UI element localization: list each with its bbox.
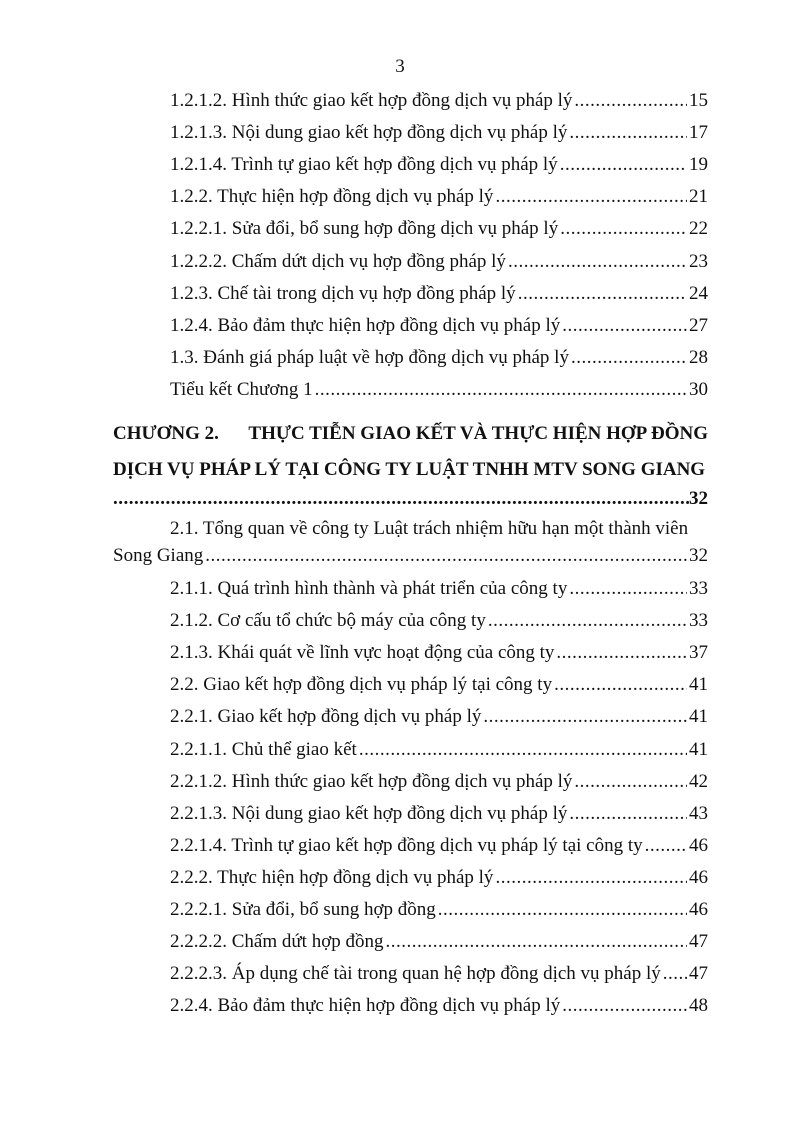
- dot-leader: [645, 835, 687, 857]
- chapter-2-heading[interactable]: [113, 416, 708, 524]
- toc-entry[interactable]: [170, 283, 708, 315]
- section-2-1-line-2: [113, 545, 708, 577]
- dot-leader: [495, 867, 687, 889]
- dot-leader: [571, 347, 687, 369]
- toc-entry-page: 15: [689, 90, 708, 111]
- toc-entry[interactable]: [170, 122, 708, 154]
- toc-entry-2-1[interactable]: [113, 513, 708, 577]
- toc-entry-page: 46: [689, 866, 708, 888]
- toc-entry[interactable]: [170, 154, 708, 186]
- toc-entry-page: 41: [689, 674, 708, 696]
- toc-entry-page: 46: [689, 899, 708, 920]
- toc-entry[interactable]: [170, 90, 708, 122]
- section-2-1-title: 2.1. Tổng quan về công ty Luật trách nhiệm hữu hạn một thành viên: [170, 518, 689, 539]
- toc-entry-page: 23: [689, 250, 708, 272]
- toc-entry-page: 28: [689, 346, 708, 368]
- chapter-2-title-line-2: [113, 452, 708, 488]
- toc-entry-page: 42: [689, 770, 708, 792]
- toc-entry-title: 1.2.3. Chế tài trong dịch vụ hợp đồng pháp lý: [170, 282, 516, 304]
- toc-entry-title: 2.2.1.3. Nội dung giao kết hợp đồng dịch vụ pháp lý: [170, 802, 568, 824]
- dot-leader: [386, 931, 687, 953]
- dot-leader: [518, 283, 687, 305]
- toc-entry-page: 47: [689, 963, 708, 985]
- toc-entry[interactable]: [170, 771, 708, 803]
- toc-entry[interactable]: [170, 739, 708, 771]
- toc-entry-title: 1.2.4. Bảo đảm thực hiện hợp đồng dịch vụ pháp lý: [170, 314, 561, 336]
- toc-entry-title: 2.2. Giao kết hợp đồng dịch vụ pháp lý tại công ty: [170, 674, 553, 696]
- toc-entry[interactable]: [170, 347, 708, 379]
- dot-leader: [569, 803, 687, 825]
- toc-entry[interactable]: [170, 674, 708, 706]
- chapter-2-title-line-1: [113, 416, 708, 452]
- toc-entry-title: 2.2.1. Giao kết hợp đồng dịch vụ pháp lý: [170, 706, 482, 728]
- section-2-1-title-cont: Song Giang: [113, 545, 204, 566]
- toc-entry[interactable]: [170, 803, 708, 835]
- dot-leader: [569, 578, 687, 600]
- toc-entry-title: Tiểu kết Chương 1: [170, 378, 313, 400]
- toc-entry-page: 19: [689, 154, 708, 176]
- toc-entry-page: 33: [689, 578, 708, 599]
- dot-leader: [205, 545, 687, 567]
- toc-entry-page: 21: [689, 186, 708, 208]
- dot-leader: [438, 899, 687, 921]
- toc-entry-title: 2.2.2.3. Áp dụng chế tài trong quan hệ hợp đồng dịch vụ pháp lý: [170, 963, 661, 985]
- toc-entry[interactable]: [170, 899, 708, 931]
- toc-entry[interactable]: [170, 995, 708, 1027]
- dot-leader: [359, 739, 687, 761]
- toc-entry[interactable]: [170, 315, 708, 347]
- toc-entry[interactable]: [170, 706, 708, 738]
- toc-entry-title: 2.2.2. Thực hiện hợp đồng dịch vụ pháp lý: [170, 866, 494, 888]
- dot-leader: [315, 379, 687, 401]
- chapter-2-title-part-1: THỰC TIỄN GIAO KẾT VÀ THỰC HIỆN HỢP ĐỒNG: [248, 423, 708, 444]
- toc-entry-title: 2.1.3. Khái quát về lĩnh vực hoạt động của công ty: [170, 642, 555, 664]
- dot-leader: [574, 771, 687, 793]
- dot-leader: [113, 488, 689, 510]
- dot-leader: [560, 154, 687, 176]
- toc-entry-title: 2.1.1. Quá trình hình thành và phát triển của công ty: [170, 578, 568, 599]
- section-2-1-page: 32: [689, 545, 708, 566]
- toc-entry-title: 1.2.1.4. Trình tự giao kết hợp đồng dịch vụ pháp lý: [170, 154, 558, 176]
- dot-leader: [556, 642, 687, 664]
- dot-leader: [562, 995, 687, 1017]
- toc-entry[interactable]: [170, 610, 708, 642]
- toc-entry-page: 24: [689, 282, 708, 304]
- toc-entry-page: 30: [689, 378, 708, 400]
- chapter-2-title-part-2: DỊCH VỤ PHÁP LÝ TẠI CÔNG TY LUẬT TNHH MTV SONG GIANG: [113, 459, 706, 480]
- toc-entry-page: 48: [689, 995, 708, 1017]
- toc-entry[interactable]: [170, 642, 708, 674]
- section-2-1-line-1: [113, 513, 708, 545]
- dot-leader: [569, 122, 687, 144]
- toc-entry-page: 33: [689, 610, 708, 632]
- toc-entry-page: 22: [689, 218, 708, 240]
- toc-entry[interactable]: [170, 835, 708, 867]
- dot-leader: [554, 674, 687, 696]
- toc-entry-title: 1.2.1.2. Hình thức giao kết hợp đồng dịch vụ pháp lý: [170, 90, 573, 111]
- page-number: 3: [395, 56, 405, 77]
- toc-entry-page: 43: [689, 802, 708, 824]
- dot-leader: [495, 186, 687, 208]
- toc-entry-title: 1.2.1.3. Nội dung giao kết hợp đồng dịch vụ pháp lý: [170, 122, 568, 144]
- toc-entry-title: 1.2.2. Thực hiện hợp đồng dịch vụ pháp lý: [170, 186, 494, 208]
- toc-entry-title: 1.2.2.1. Sửa đổi, bổ sung hợp đồng dịch vụ pháp lý: [170, 218, 559, 240]
- toc-entry-title: 1.3. Đánh giá pháp luật về hợp đồng dịch vụ pháp lý: [170, 346, 569, 368]
- toc-entry-title: 2.2.1.4. Trình tự giao kết hợp đồng dịch vụ pháp lý tại công ty: [170, 834, 643, 856]
- toc-entry-title: 2.2.1.1. Chủ thể giao kết: [170, 738, 357, 760]
- toc-entry[interactable]: [170, 218, 708, 250]
- toc-entry-page: 41: [689, 738, 708, 760]
- toc-entry[interactable]: [170, 578, 708, 610]
- toc-entry[interactable]: [170, 186, 708, 218]
- toc-entry[interactable]: [170, 867, 708, 899]
- toc-entry-title: 1.2.2.2. Chấm dứt dịch vụ hợp đồng pháp lý: [170, 250, 506, 272]
- dot-leader: [508, 251, 687, 273]
- dot-leader: [663, 963, 687, 985]
- toc-entry-page: 37: [689, 642, 708, 664]
- dot-leader: [574, 90, 687, 112]
- chapter-2-page: 32: [689, 488, 708, 509]
- chapter-2-label: CHƯƠNG 2.: [113, 423, 219, 444]
- toc-entry[interactable]: [170, 931, 708, 963]
- toc-entry-title: 2.2.2.2. Chấm dứt hợp đồng: [170, 931, 384, 953]
- toc-entry[interactable]: [170, 251, 708, 283]
- toc-entry[interactable]: [170, 963, 708, 995]
- toc-entry-title: 2.2.1.2. Hình thức giao kết hợp đồng dịch vụ pháp lý: [170, 770, 573, 792]
- toc-entry-title: 2.1.2. Cơ cấu tổ chức bộ máy của công ty: [170, 610, 486, 632]
- dot-leader: [483, 706, 687, 728]
- toc-entry-title: 2.2.4. Bảo đảm thực hiện hợp đồng dịch vụ pháp lý: [170, 995, 561, 1017]
- toc-entry-page: 17: [689, 122, 708, 144]
- toc-entry-page: 46: [689, 834, 708, 856]
- toc-entry-page: 47: [689, 931, 708, 953]
- toc-entry-page: 41: [689, 706, 708, 728]
- dot-leader: [562, 315, 687, 337]
- toc-entry-page: 27: [689, 314, 708, 336]
- dot-leader: [560, 218, 687, 240]
- toc-entry-title: 2.2.2.1. Sửa đổi, bổ sung hợp đồng: [170, 899, 436, 920]
- toc-entry[interactable]: [170, 379, 708, 411]
- dot-leader: [488, 610, 687, 632]
